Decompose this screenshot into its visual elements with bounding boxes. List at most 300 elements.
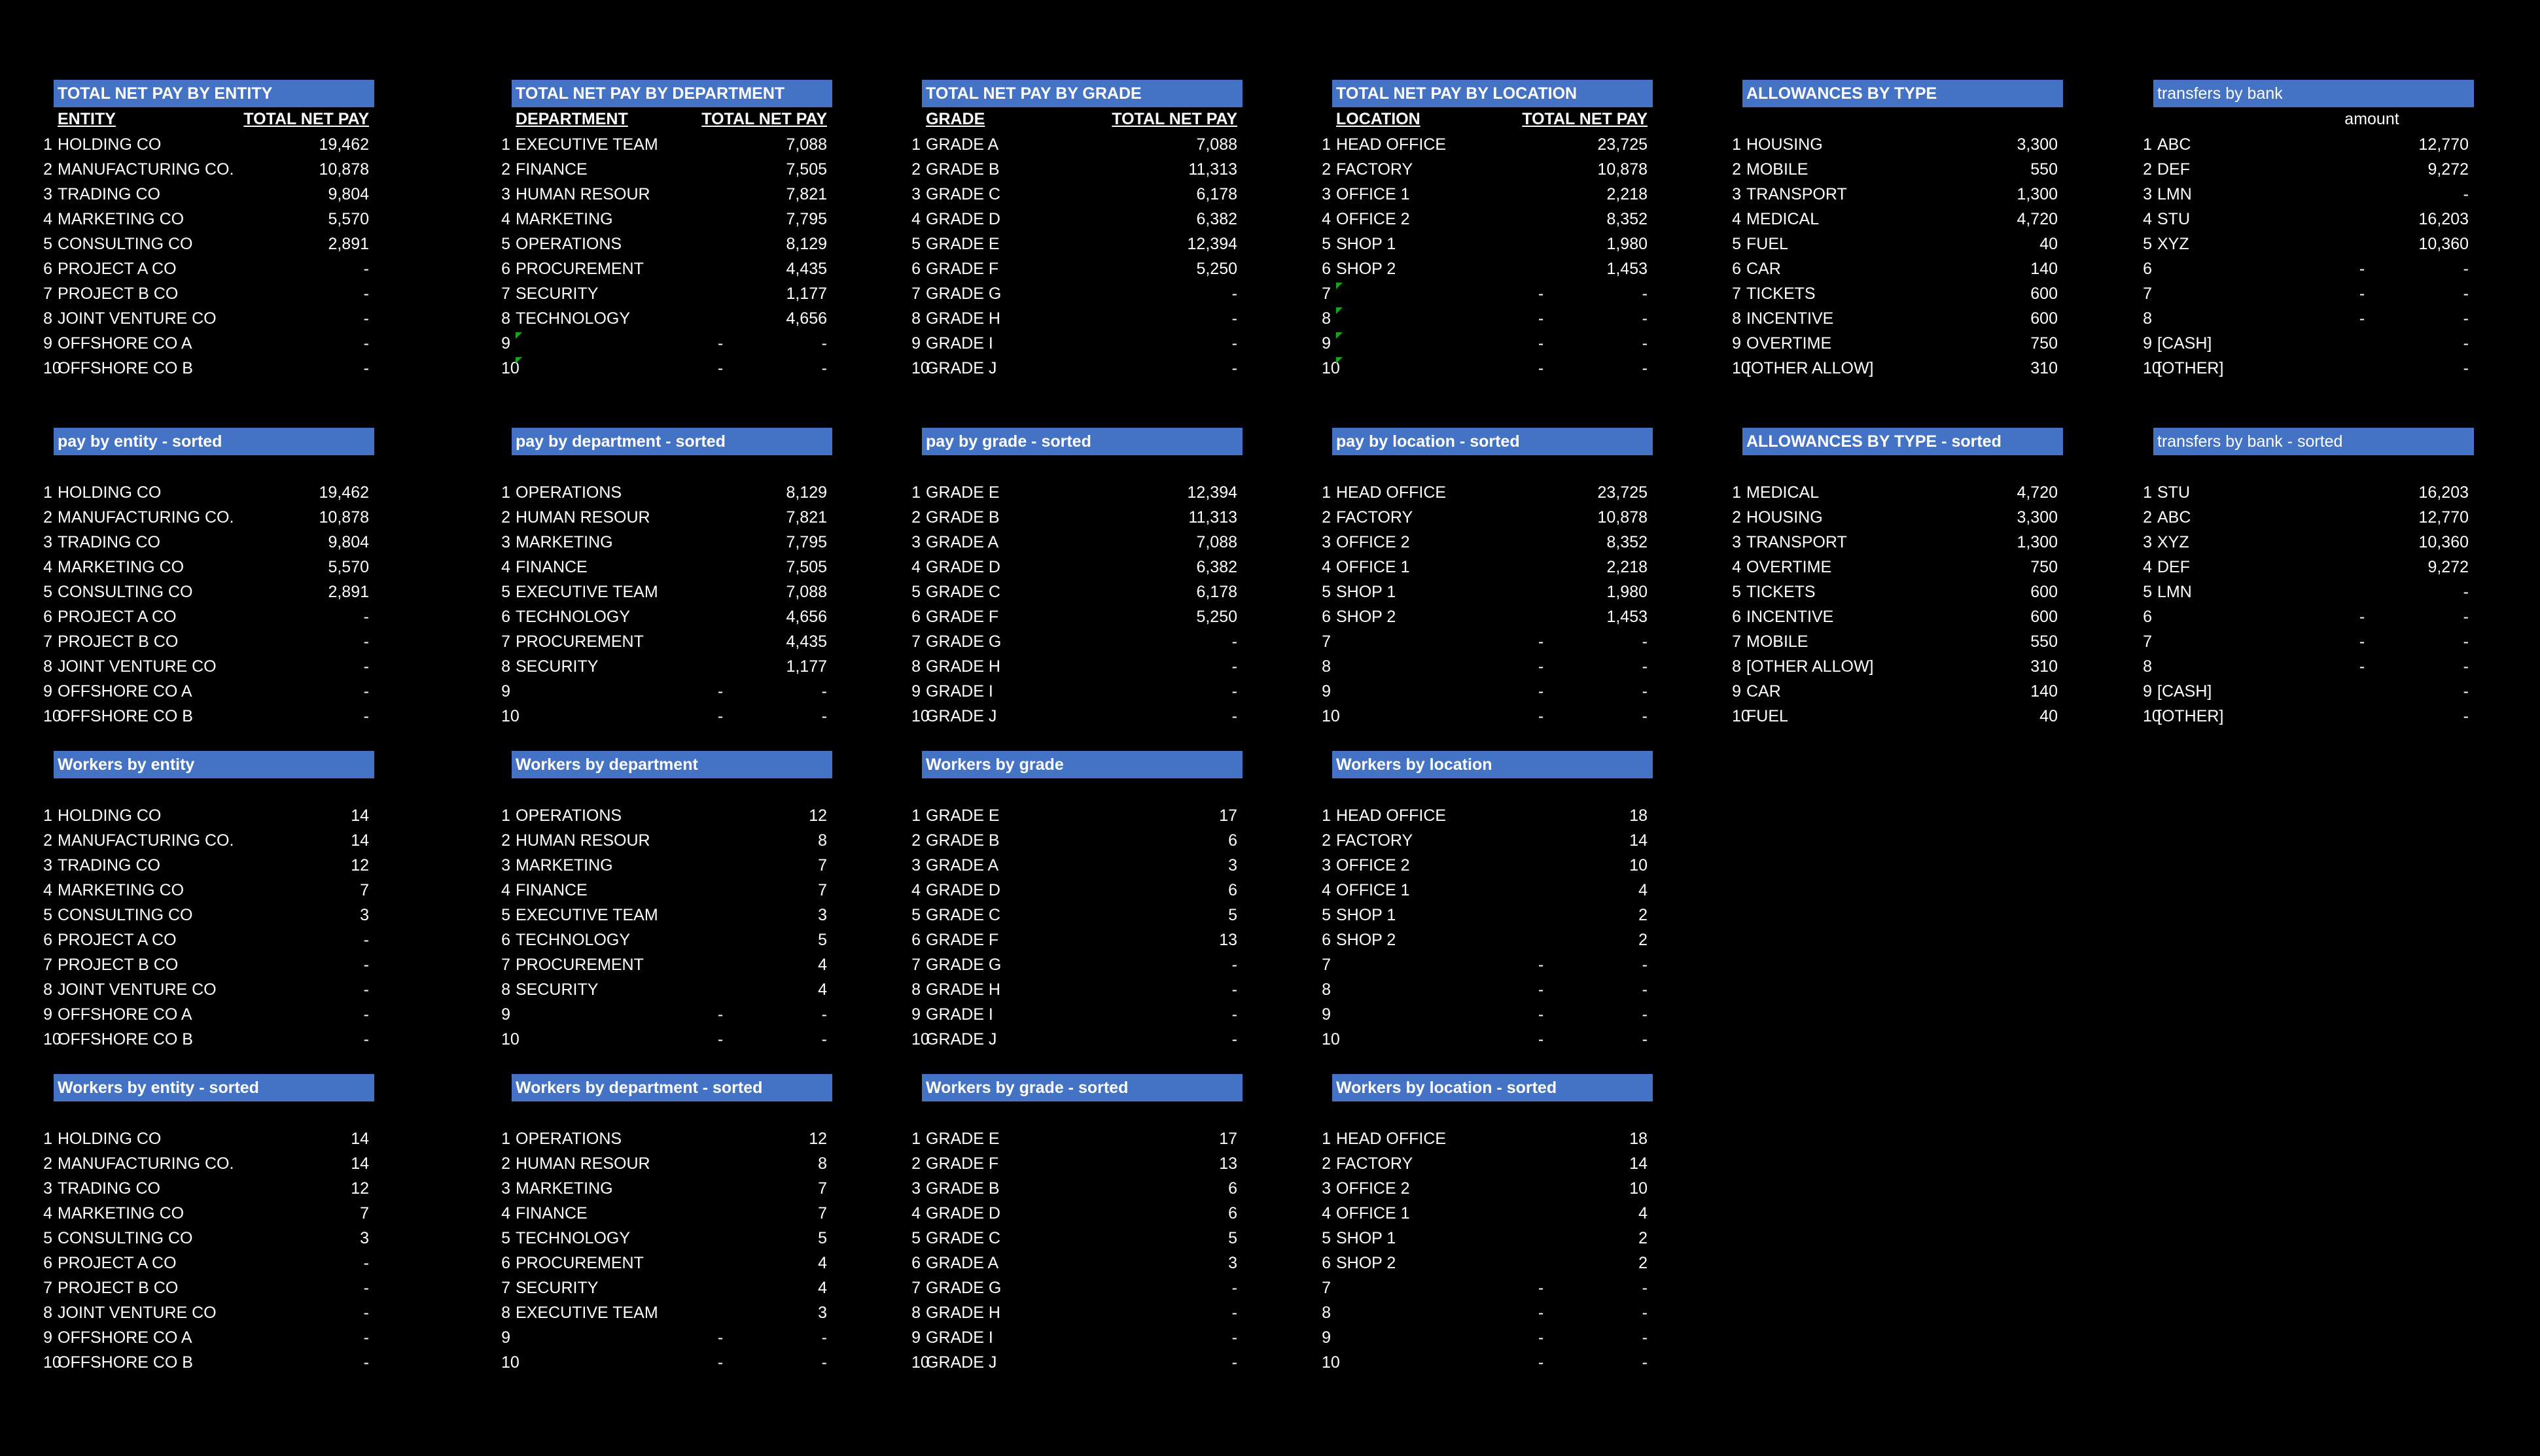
row-number[interactable]: 2	[501, 1154, 510, 1173]
row-label[interactable]: HOLDING CO	[58, 483, 162, 502]
row-label[interactable]: CAR	[1746, 682, 1781, 701]
row-label[interactable]: HOLDING CO	[58, 1130, 162, 1148]
row-value[interactable]: -	[821, 1005, 827, 1024]
column-header-label[interactable]: ENTITY	[58, 110, 116, 128]
row-number[interactable]: 5	[501, 906, 510, 924]
row-number[interactable]: 1	[501, 1130, 510, 1148]
row-number[interactable]: 7	[1732, 633, 1741, 651]
row-value[interactable]: 10	[1629, 1179, 1648, 1198]
row-number[interactable]: 5	[501, 583, 510, 601]
row-value[interactable]: 10,878	[319, 508, 369, 527]
row-value[interactable]: -	[363, 359, 369, 377]
row-number[interactable]: 5	[43, 906, 52, 924]
row-label[interactable]: FINANCE	[516, 1204, 588, 1222]
row-label[interactable]: XYZ	[2157, 533, 2189, 551]
row-number[interactable]: 10	[1732, 707, 1750, 725]
row-label[interactable]: GRADE J	[926, 707, 997, 725]
row-number[interactable]: 3	[911, 1179, 921, 1198]
row-number[interactable]: 9	[43, 334, 52, 353]
row-value[interactable]: -	[1642, 956, 1648, 974]
row-label[interactable]: OPERATIONS	[516, 806, 622, 825]
row-label[interactable]: OFFSHORE CO B	[58, 1030, 193, 1049]
row-value[interactable]: -	[2463, 185, 2469, 203]
row-mid-value[interactable]: -	[1538, 956, 1544, 974]
row-label[interactable]: OFFICE 1	[1336, 881, 1410, 899]
row-value[interactable]: 17	[1219, 806, 1237, 825]
row-label[interactable]: TRADING CO	[58, 533, 160, 551]
row-value[interactable]: 5	[818, 931, 827, 949]
row-number[interactable]: 9	[2143, 682, 2152, 701]
row-label[interactable]: GRADE G	[926, 956, 1002, 974]
row-value[interactable]: -	[363, 1353, 369, 1372]
table-title[interactable]: pay by location - sorted	[1332, 428, 1653, 455]
row-number[interactable]: 1	[1322, 1130, 1331, 1148]
row-value[interactable]: -	[1231, 359, 1237, 377]
row-label[interactable]: TECHNOLOGY	[516, 608, 631, 626]
row-label[interactable]: SHOP 2	[1336, 260, 1396, 278]
row-value[interactable]: 600	[2030, 583, 2058, 601]
table-title[interactable]: pay by department - sorted	[512, 428, 832, 455]
table-title[interactable]: pay by grade - sorted	[922, 428, 1243, 455]
row-label[interactable]: GRADE E	[926, 1130, 1000, 1148]
row-number[interactable]: 9	[2143, 334, 2152, 353]
row-label[interactable]: GRADE D	[926, 881, 1000, 899]
row-value[interactable]: 3,300	[2017, 135, 2058, 154]
row-number[interactable]: 2	[43, 508, 52, 527]
row-number[interactable]: 9	[911, 334, 921, 353]
row-number[interactable]: 8	[43, 309, 52, 328]
row-value[interactable]: -	[363, 1254, 369, 1272]
row-value[interactable]: 600	[2030, 608, 2058, 626]
table-title[interactable]: Workers by location	[1332, 751, 1653, 778]
row-number[interactable]: 10	[501, 707, 520, 725]
row-number[interactable]: 7	[2143, 285, 2152, 303]
row-label[interactable]: MANUFACTURING CO.	[58, 1154, 234, 1173]
row-label[interactable]: MARKETING CO	[58, 210, 185, 228]
row-label[interactable]: EXECUTIVE TEAM	[516, 135, 658, 154]
row-label[interactable]: SECURITY	[516, 657, 599, 676]
row-label[interactable]: GRADE J	[926, 1353, 997, 1372]
row-label[interactable]: HOUSING	[1746, 135, 1823, 154]
row-number[interactable]: 2	[1322, 1154, 1331, 1173]
row-number[interactable]: 6	[43, 260, 52, 278]
row-mid-value[interactable]: -	[1538, 334, 1544, 353]
row-number[interactable]: 6	[2143, 608, 2152, 626]
row-value[interactable]: 12	[351, 1179, 369, 1198]
row-number[interactable]: 3	[1322, 185, 1331, 203]
row-value[interactable]: -	[363, 657, 369, 676]
row-label[interactable]: TECHNOLOGY	[516, 1229, 631, 1247]
row-number[interactable]: 7	[501, 285, 510, 303]
row-value[interactable]: 12	[809, 1130, 827, 1148]
row-label[interactable]: GRADE C	[926, 906, 1000, 924]
row-number[interactable]: 7	[911, 956, 921, 974]
row-number[interactable]: 2	[911, 831, 921, 850]
row-value[interactable]: 5,570	[328, 558, 369, 576]
row-label[interactable]: GRADE D	[926, 1204, 1000, 1222]
row-label[interactable]: DEF	[2157, 160, 2190, 179]
row-value[interactable]: 14	[351, 1154, 369, 1173]
row-mid-value[interactable]: -	[2359, 608, 2365, 626]
row-mid-value[interactable]: -	[2359, 309, 2365, 328]
row-label[interactable]: OFFICE 2	[1336, 533, 1410, 551]
row-number[interactable]: 1	[2143, 483, 2152, 502]
row-value[interactable]: 4	[818, 1254, 827, 1272]
row-number[interactable]: 6	[1732, 260, 1741, 278]
table-title[interactable]: Workers by location - sorted	[1332, 1074, 1653, 1101]
row-label[interactable]: SHOP 2	[1336, 608, 1396, 626]
row-value[interactable]: -	[2463, 309, 2469, 328]
row-label[interactable]: XYZ	[2157, 235, 2189, 253]
row-number[interactable]: 2	[1322, 508, 1331, 527]
row-label[interactable]: GRADE B	[926, 1179, 1000, 1198]
row-value[interactable]: -	[363, 285, 369, 303]
row-label[interactable]: [OTHER ALLOW]	[1746, 657, 1874, 676]
row-number[interactable]: 4	[43, 881, 52, 899]
row-value[interactable]: -	[363, 1005, 369, 1024]
row-number[interactable]: 8	[1322, 1304, 1331, 1322]
row-mid-value[interactable]: -	[717, 1005, 724, 1024]
row-label[interactable]: SHOP 1	[1336, 906, 1396, 924]
row-value[interactable]: -	[363, 309, 369, 328]
row-label[interactable]: GRADE E	[926, 235, 1000, 253]
row-value[interactable]: 6	[1228, 881, 1237, 899]
row-number[interactable]: 6	[911, 1254, 921, 1272]
row-label[interactable]: MOBILE	[1746, 633, 1808, 651]
row-number[interactable]: 10	[911, 707, 930, 725]
row-mid-value[interactable]: -	[2359, 633, 2365, 651]
row-label[interactable]: CONSULTING CO	[58, 1229, 193, 1247]
row-value[interactable]: -	[821, 1030, 827, 1049]
row-label[interactable]: OFFICE 2	[1336, 1179, 1410, 1198]
row-value[interactable]: 1,300	[2017, 533, 2058, 551]
row-value[interactable]: 13	[1219, 931, 1237, 949]
row-number[interactable]: 6	[501, 1254, 510, 1272]
row-number[interactable]: 2	[911, 160, 921, 179]
row-value[interactable]: 6,382	[1196, 210, 1237, 228]
row-value[interactable]: 8,352	[1606, 533, 1648, 551]
row-value[interactable]: 7,505	[786, 558, 827, 576]
row-label[interactable]: GRADE J	[926, 1030, 997, 1049]
row-value[interactable]: 5	[1228, 1229, 1237, 1247]
row-value[interactable]: 6	[1228, 1204, 1237, 1222]
row-number[interactable]: 2	[1732, 160, 1741, 179]
row-value[interactable]: 550	[2030, 633, 2058, 651]
row-number[interactable]: 8	[501, 657, 510, 676]
row-label[interactable]: FUEL	[1746, 707, 1788, 725]
row-number[interactable]: 6	[1322, 931, 1331, 949]
row-label[interactable]: HOLDING CO	[58, 806, 162, 825]
row-number[interactable]: 3	[1322, 856, 1331, 875]
row-value[interactable]: 4,435	[786, 633, 827, 651]
row-value[interactable]: 8	[818, 831, 827, 850]
row-mid-value[interactable]: -	[717, 334, 724, 353]
row-mid-value[interactable]: -	[2359, 260, 2365, 278]
row-value[interactable]: -	[363, 334, 369, 353]
row-label[interactable]: TECHNOLOGY	[516, 309, 631, 328]
row-number[interactable]: 1	[43, 483, 52, 502]
row-number[interactable]: 3	[2143, 185, 2152, 203]
row-value[interactable]: 5,250	[1196, 608, 1237, 626]
row-number[interactable]: 5	[1322, 906, 1331, 924]
table-title[interactable]: Workers by entity - sorted	[54, 1074, 374, 1101]
row-value[interactable]: -	[2463, 682, 2469, 701]
row-value[interactable]: 7,821	[786, 185, 827, 203]
column-header-value[interactable]: TOTAL NET PAY	[1522, 110, 1648, 128]
row-number[interactable]: 5	[911, 906, 921, 924]
row-label[interactable]: GRADE A	[926, 533, 999, 551]
row-label[interactable]: EXECUTIVE TEAM	[516, 1304, 658, 1322]
row-number[interactable]: 5	[911, 583, 921, 601]
row-number[interactable]: 1	[43, 1130, 52, 1148]
row-number[interactable]: 7	[43, 633, 52, 651]
row-number[interactable]: 3	[43, 856, 52, 875]
row-value[interactable]: 1,980	[1606, 235, 1648, 253]
table-title[interactable]: Workers by entity	[54, 751, 374, 778]
row-number[interactable]: 2	[43, 1154, 52, 1173]
row-number[interactable]: 3	[501, 1179, 510, 1198]
row-label[interactable]: INCENTIVE	[1746, 309, 1834, 328]
row-value[interactable]: 7	[818, 856, 827, 875]
row-number[interactable]: 5	[2143, 583, 2152, 601]
row-value[interactable]: 5	[1228, 906, 1237, 924]
column-header-value[interactable]: TOTAL NET PAY	[243, 110, 369, 128]
row-label[interactable]: GRADE C	[926, 185, 1000, 203]
row-value[interactable]: -	[1231, 1279, 1237, 1297]
row-number[interactable]: 3	[43, 533, 52, 551]
row-value[interactable]: 13	[1219, 1154, 1237, 1173]
row-label[interactable]: OFFSHORE CO A	[58, 682, 192, 701]
row-number[interactable]: 5	[1322, 583, 1331, 601]
row-value[interactable]: 18	[1629, 806, 1648, 825]
row-value[interactable]: -	[1231, 1030, 1237, 1049]
row-number[interactable]: 8	[2143, 657, 2152, 676]
row-label[interactable]: MEDICAL	[1746, 483, 1820, 502]
row-value[interactable]: 4	[1638, 1204, 1648, 1222]
row-value[interactable]: 140	[2030, 260, 2058, 278]
row-label[interactable]: TRANSPORT	[1746, 533, 1847, 551]
row-label[interactable]: [CASH]	[2157, 682, 2212, 701]
row-label[interactable]: OPERATIONS	[516, 1130, 622, 1148]
row-value[interactable]: -	[1642, 682, 1648, 701]
row-label[interactable]: ABC	[2157, 135, 2191, 154]
row-value[interactable]: -	[1231, 682, 1237, 701]
row-value[interactable]: 2,891	[328, 235, 369, 253]
row-label[interactable]: GRADE C	[926, 583, 1000, 601]
row-number[interactable]: 3	[911, 856, 921, 875]
row-value[interactable]: -	[2463, 334, 2469, 353]
row-number[interactable]: 1	[43, 135, 52, 154]
row-value[interactable]: 7,821	[786, 508, 827, 527]
row-label[interactable]: OFFSHORE CO A	[58, 1328, 192, 1347]
row-label[interactable]: GRADE H	[926, 657, 1000, 676]
row-label[interactable]: SHOP 2	[1336, 931, 1396, 949]
row-number[interactable]: 10	[43, 1353, 62, 1372]
row-number[interactable]: 8	[911, 980, 921, 999]
row-number[interactable]: 7	[43, 956, 52, 974]
row-label[interactable]: PROCUREMENT	[516, 1254, 644, 1272]
row-mid-value[interactable]: -	[717, 1353, 724, 1372]
row-label[interactable]: TICKETS	[1746, 285, 1816, 303]
row-number[interactable]: 4	[43, 1204, 52, 1222]
row-number[interactable]: 3	[43, 185, 52, 203]
row-value[interactable]: -	[1642, 359, 1648, 377]
row-label[interactable]: GRADE A	[926, 856, 999, 875]
table-title[interactable]: ALLOWANCES BY TYPE	[1742, 80, 2063, 107]
row-label[interactable]: JOINT VENTURE CO	[58, 1304, 217, 1322]
row-number[interactable]: 3	[1732, 533, 1741, 551]
row-number[interactable]: 9	[911, 682, 921, 701]
row-label[interactable]: EXECUTIVE TEAM	[516, 906, 658, 924]
row-label[interactable]: PROCUREMENT	[516, 956, 644, 974]
row-value[interactable]: 11,313	[1188, 160, 1237, 179]
row-mid-value[interactable]: -	[1538, 633, 1544, 651]
row-mid-value[interactable]: -	[1538, 1353, 1544, 1372]
row-number[interactable]: 7	[1322, 285, 1331, 303]
column-header-label[interactable]: LOCATION	[1336, 110, 1420, 128]
row-value[interactable]: -	[1642, 285, 1648, 303]
row-value[interactable]: -	[1231, 707, 1237, 725]
row-value[interactable]: -	[821, 334, 827, 353]
row-number[interactable]: 10	[1322, 1353, 1340, 1372]
row-label[interactable]: JOINT VENTURE CO	[58, 980, 217, 999]
row-label[interactable]: STU	[2157, 483, 2190, 502]
row-value[interactable]: 6,178	[1196, 185, 1237, 203]
row-label[interactable]: MARKETING CO	[58, 1204, 185, 1222]
row-label[interactable]: MEDICAL	[1746, 210, 1820, 228]
row-value[interactable]: 2	[1638, 931, 1648, 949]
row-mid-value[interactable]: -	[2359, 657, 2365, 676]
row-number[interactable]: 4	[1322, 1204, 1331, 1222]
row-label[interactable]: PROJECT A CO	[58, 931, 177, 949]
row-label[interactable]: MARKETING	[516, 210, 613, 228]
row-label[interactable]: FINANCE	[516, 558, 588, 576]
row-value[interactable]: 7,088	[786, 583, 827, 601]
row-number[interactable]: 5	[911, 235, 921, 253]
row-number[interactable]: 5	[43, 583, 52, 601]
row-number[interactable]: 5	[501, 235, 510, 253]
table-title[interactable]: pay by entity - sorted	[54, 428, 374, 455]
row-value[interactable]: -	[363, 1304, 369, 1322]
row-mid-value[interactable]: -	[1538, 285, 1544, 303]
row-label[interactable]: MOBILE	[1746, 160, 1808, 179]
row-mid-value[interactable]: -	[717, 359, 724, 377]
row-number[interactable]: 3	[1322, 1179, 1331, 1198]
row-value[interactable]: 4	[1638, 881, 1648, 899]
row-value[interactable]: -	[363, 707, 369, 725]
row-number[interactable]: 8	[1732, 309, 1741, 328]
row-number[interactable]: 8	[501, 309, 510, 328]
row-value[interactable]: 14	[1629, 831, 1648, 850]
row-value[interactable]: 10,360	[2418, 235, 2469, 253]
row-number[interactable]: 7	[2143, 633, 2152, 651]
column-header-amount[interactable]: amount	[2344, 110, 2399, 128]
row-number[interactable]: 3	[501, 533, 510, 551]
row-number[interactable]: 10	[911, 359, 930, 377]
row-value[interactable]: 3	[818, 1304, 827, 1322]
row-number[interactable]: 8	[1322, 980, 1331, 999]
row-label[interactable]: HUMAN RESOUR	[516, 508, 650, 527]
row-value[interactable]: -	[1642, 1030, 1648, 1049]
row-value[interactable]: -	[1231, 1304, 1237, 1322]
row-value[interactable]: -	[1231, 1353, 1237, 1372]
row-label[interactable]: MANUFACTURING CO.	[58, 160, 234, 179]
row-number[interactable]: 4	[911, 881, 921, 899]
row-value[interactable]: 9,272	[2427, 160, 2469, 179]
row-number[interactable]: 5	[911, 1229, 921, 1247]
row-label[interactable]: OFFICE 1	[1336, 1204, 1410, 1222]
row-number[interactable]: 4	[43, 558, 52, 576]
row-value[interactable]: 4,720	[2017, 483, 2058, 502]
row-value[interactable]: 7,088	[1196, 533, 1237, 551]
row-number[interactable]: 9	[1322, 682, 1331, 701]
row-number[interactable]: 1	[1732, 483, 1741, 502]
row-label[interactable]: PROJECT B CO	[58, 1279, 179, 1297]
row-value[interactable]: 10	[1629, 856, 1648, 875]
row-value[interactable]: -	[2463, 608, 2469, 626]
row-label[interactable]: GRADE J	[926, 359, 997, 377]
row-value[interactable]: -	[1642, 1304, 1648, 1322]
row-number[interactable]: 2	[501, 160, 510, 179]
row-label[interactable]: HOUSING	[1746, 508, 1823, 527]
row-label[interactable]: PROCUREMENT	[516, 260, 644, 278]
row-mid-value[interactable]: -	[717, 707, 724, 725]
row-label[interactable]: SECURITY	[516, 285, 599, 303]
row-number[interactable]: 5	[1732, 235, 1741, 253]
row-value[interactable]: -	[363, 1279, 369, 1297]
row-label[interactable]: STU	[2157, 210, 2190, 228]
row-number[interactable]: 10	[1322, 359, 1340, 377]
row-value[interactable]: -	[1642, 633, 1648, 651]
row-label[interactable]: GRADE D	[926, 558, 1000, 576]
row-value[interactable]: 3	[818, 906, 827, 924]
row-number[interactable]: 3	[501, 185, 510, 203]
row-label[interactable]: GRADE H	[926, 309, 1000, 328]
row-number[interactable]: 6	[911, 260, 921, 278]
row-value[interactable]: 12,394	[1187, 483, 1237, 502]
row-value[interactable]: 9,272	[2427, 558, 2469, 576]
row-value[interactable]: 140	[2030, 682, 2058, 701]
row-value[interactable]: 19,462	[319, 483, 369, 502]
row-value[interactable]: -	[821, 359, 827, 377]
row-label[interactable]: GRADE I	[926, 334, 993, 353]
row-value[interactable]: 4	[818, 980, 827, 999]
row-number[interactable]: 1	[1732, 135, 1741, 154]
row-label[interactable]: JOINT VENTURE CO	[58, 309, 217, 328]
row-number[interactable]: 2	[501, 508, 510, 527]
row-label[interactable]: TICKETS	[1746, 583, 1816, 601]
row-number[interactable]: 4	[501, 210, 510, 228]
row-number[interactable]: 2	[43, 831, 52, 850]
table-title[interactable]: TOTAL NET PAY BY GRADE	[922, 80, 1243, 107]
row-number[interactable]: 4	[1732, 210, 1741, 228]
row-label[interactable]: TRADING CO	[58, 856, 160, 875]
row-value[interactable]: 23,725	[1597, 483, 1648, 502]
row-value[interactable]: 7,795	[786, 210, 827, 228]
row-label[interactable]: PROJECT A CO	[58, 608, 177, 626]
row-label[interactable]: GRADE I	[926, 1005, 993, 1024]
row-value[interactable]: 1,453	[1606, 608, 1648, 626]
row-value[interactable]: 12,770	[2418, 135, 2469, 154]
row-label[interactable]: OVERTIME	[1746, 334, 1832, 353]
row-value[interactable]: 4,656	[786, 309, 827, 328]
row-value[interactable]: -	[1231, 980, 1237, 999]
row-number[interactable]: 4	[1322, 881, 1331, 899]
row-number[interactable]: 9	[1732, 682, 1741, 701]
row-label[interactable]: GRADE G	[926, 285, 1002, 303]
row-value[interactable]: -	[1231, 309, 1237, 328]
row-number[interactable]: 2	[501, 831, 510, 850]
